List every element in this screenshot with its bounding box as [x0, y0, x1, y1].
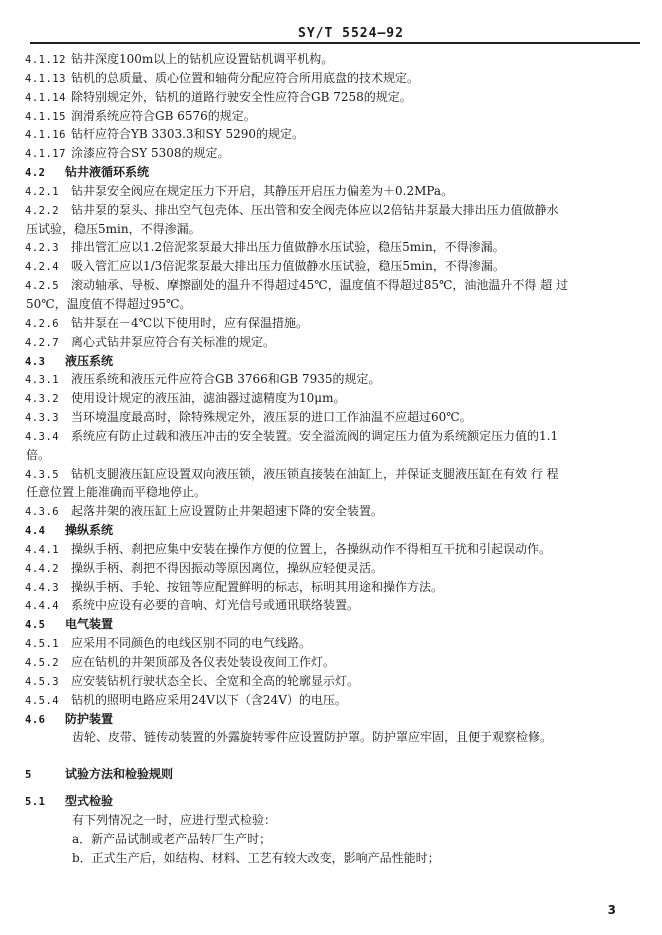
clause-text: 系统中应设有必要的音响、灯光信号或通讯联络装置。: [71, 598, 360, 613]
clause-continuation: [20, 730, 632, 745]
clause-number: 4.3.1: [25, 374, 60, 387]
clause-text: 钻机的照明电路应采用24V以下（含24V）的电压。: [71, 692, 347, 707]
clause-line: [20, 391, 632, 406]
clause-line: [20, 278, 632, 293]
clause-text: 滚动轴承、导板、摩擦副处的温升不得超过45℃，温度值不得超过85℃，油池温升不得 超 过: [71, 278, 569, 293]
subsection-number: 5.1: [25, 796, 46, 809]
clause-text: 钻杆应符合YB 3303.3和SY 5290的规定。: [71, 127, 305, 142]
clause-number: 4.5.3: [25, 675, 60, 688]
clause-text: 钻井深度100m以上的钻机应设置钻机调平机构。: [71, 52, 334, 66]
clause-number: 4.2.3: [25, 242, 60, 255]
clause-text: 操纵手柄、刹把应集中安装在操作方便的位置上，各操纵动作不得相互干扰和引起误动作。: [71, 541, 552, 556]
clause-number: 4.1.16: [25, 129, 66, 142]
clause-number: 4.4.3: [25, 581, 60, 594]
clause-number: 4.4.2: [25, 562, 60, 575]
clause-text: 应采用不同颜色的电线区别不同的电气线路。: [71, 636, 312, 651]
clause-text: 应安装钻机行驶状态全长、全宽和全高的轮廓显示灯。: [71, 673, 360, 688]
clause-number: 4.1.17: [25, 148, 66, 161]
section-number: 5: [25, 769, 32, 782]
clause-number: 4.5.4: [25, 694, 60, 707]
clause-text: 电气装置: [65, 617, 114, 632]
clause-line: [20, 90, 632, 105]
list-item: a．新产品试制或老产品转厂生产时；: [72, 831, 272, 846]
clause-number: 4.3.4: [25, 430, 60, 443]
clause-line: [20, 259, 632, 274]
clause-text: 系统应有防止过载和液压冲击的安全装置。安全溢流阀的调定压力值为系统额定压力值的1.1: [71, 428, 559, 443]
clause-number: 4.2: [25, 167, 46, 180]
section-5-1-heading: [20, 794, 632, 809]
clause-text: 钻井液循环系统: [65, 165, 150, 180]
clause-line: [20, 410, 632, 425]
clause-text: 润滑系统应符合GB 6576的规定。: [71, 108, 256, 123]
section-gap: [20, 749, 632, 767]
clause-line: [20, 598, 632, 613]
clause-text: 钻井泵安全阀应在规定压力下开启，其静压开启压力偏差为＋0.2MPa。: [71, 183, 454, 198]
section-intro: 有下列情况之一时，应进行型式检验：: [72, 812, 277, 827]
clause-line: [20, 203, 632, 218]
clause-text: 50℃，温度值不得超过95℃。: [26, 296, 192, 311]
clause-continuation: [20, 297, 632, 312]
clause-line: [20, 467, 632, 482]
clause-line: [20, 127, 632, 142]
clause-number: 4.2.6: [25, 317, 60, 330]
clause-number: 4.4.4: [25, 600, 60, 613]
clause-text: 操纵手柄、刹把不得因振动等原因离位，操纵应轻便灵活。: [71, 560, 384, 575]
document-body: [20, 52, 632, 869]
clause-line: [20, 561, 632, 576]
subsection-title: 型式检验: [65, 794, 114, 809]
clause-line: [20, 693, 632, 708]
clause-text: 使用设计规定的液压油，滤油器过滤精度为10μm。: [71, 391, 346, 406]
clause-number: 4.1.14: [25, 91, 66, 104]
clause-line: [20, 636, 632, 651]
standard-code: SY/T 5524—92: [298, 26, 404, 41]
section-gap-small: [20, 786, 632, 794]
clause-line: [20, 542, 632, 557]
section-heading: [20, 617, 632, 632]
clause-number: 4.4.1: [25, 543, 60, 556]
clause-number: 4.3.5: [25, 468, 60, 481]
clause-text: 吸入管汇应以1/3倍泥浆泵最大排出压力值做静水压试验，稳压5min，不得渗漏。: [71, 259, 505, 274]
clause-line: [20, 580, 632, 595]
clause-number: 4.1.13: [25, 72, 66, 85]
clause-line: [20, 429, 632, 444]
clause-text: 钻井泵的泵头、排出空气包壳体、压出管和安全阀壳体应以2倍钻井泵最大排出压力值做静水: [71, 202, 559, 217]
clause-text: 当环境温度最高时，除特殊规定外，液压泵的进口工作油温不应超过60℃。: [71, 410, 472, 425]
clause-number: 4.3.2: [25, 393, 60, 406]
clause-line: [20, 240, 632, 255]
clause-text: 液压系统和液压元件应符合GB 3766和GB 7935的规定。: [71, 372, 381, 387]
clause-line: [20, 146, 632, 161]
clause-number: 4.3.6: [25, 506, 60, 519]
clause-number: 4.5.1: [25, 638, 60, 651]
clause-number: 4.2.2: [25, 204, 60, 217]
clause-line: [20, 52, 632, 67]
section-heading: [20, 165, 632, 180]
clause-number: 4.6: [25, 713, 46, 726]
clause-text: 任意位置上能准确而平稳地停止。: [26, 485, 207, 500]
clause-continuation: [20, 222, 632, 237]
clause-text: 操纵系统: [65, 523, 114, 538]
clause-number: 4.3.3: [25, 412, 60, 425]
header-rule: [30, 42, 640, 44]
clause-line: [20, 335, 632, 350]
clause-continuation: [20, 485, 632, 500]
clause-number: 4.5: [25, 619, 46, 632]
clause-line: [20, 674, 632, 689]
clause-text: 除特别规定外，钻机的道路行驶安全性应符合GB 7258的规定。: [71, 89, 412, 104]
clause-text: 齿轮、皮带、链传动装置的外露旋转零件应设置防护罩。防护罩应牢固，且便于观察检修。: [72, 730, 553, 745]
clause-line: [20, 71, 632, 86]
list-item: b．正式生产后，如结构、材料、工艺有较大改变，影响产品性能时；: [72, 850, 440, 865]
clause-text: 起落井架的液压缸上应设置防止井架超速下降的安全装置。: [71, 504, 384, 519]
clause-text: 倍。: [26, 447, 51, 462]
clause-text: 压试验，稳压5min，不得渗漏。: [26, 221, 201, 236]
clause-number: 4.2.4: [25, 261, 60, 274]
section-heading: [20, 712, 632, 727]
clause-number: 4.1.15: [25, 110, 66, 123]
section-heading: [20, 523, 632, 538]
clause-text: 排出管汇应以1.2倍泥浆泵最大排出压力值做静水压试验，稳压5min，不得渗漏。: [71, 240, 505, 255]
clause-line: [20, 316, 632, 331]
clause-line: [20, 184, 632, 199]
clause-text: 防护装置: [65, 711, 114, 726]
clause-number: 4.5.2: [25, 657, 60, 669]
clause-line: [20, 504, 632, 519]
clause-number: 4.3: [25, 355, 46, 368]
clause-text: 操纵手柄、手轮、按钮等应配置鲜明的标志，标明其用途和操作方法。: [71, 579, 444, 594]
clause-text: 离心式钻井泵应符合有关标准的规定。: [71, 334, 276, 349]
clause-list: [20, 52, 632, 745]
clause-line: [20, 655, 632, 670]
clause-number: 4.1.12: [25, 54, 66, 66]
section-title: 试验方法和检验规则: [65, 767, 174, 782]
clause-number: 4.2.5: [25, 280, 60, 293]
section-heading: [20, 354, 632, 369]
section-5-heading: [20, 767, 632, 782]
clause-number: 4.2.7: [25, 336, 60, 349]
clause-line: [20, 109, 632, 124]
clause-text: 液压系统: [65, 353, 114, 368]
clause-number: 4.4: [25, 525, 46, 538]
clause-text: 涂漆应符合SY 5308的规定。: [71, 146, 230, 161]
clause-continuation: [20, 448, 632, 463]
page-number: 3: [607, 903, 616, 917]
clause-text: 钻井泵在－4℃以下使用时，应有保温措施。: [71, 315, 309, 330]
clause-text: 钻机支腿液压缸应设置双向液压锁，液压锁直接装在油缸上，并保证支腿液压缸在有效 行 程: [71, 466, 559, 481]
clause-number: 4.2.1: [25, 185, 60, 198]
clause-text: 钻机的总质量、质心位置和轴荷分配应符合所用底盘的技术规定。: [71, 70, 420, 85]
clause-line: [20, 372, 632, 387]
clause-text: 应在钻机的井架顶部及各仪表处装设夜间工作灯。: [71, 655, 336, 669]
